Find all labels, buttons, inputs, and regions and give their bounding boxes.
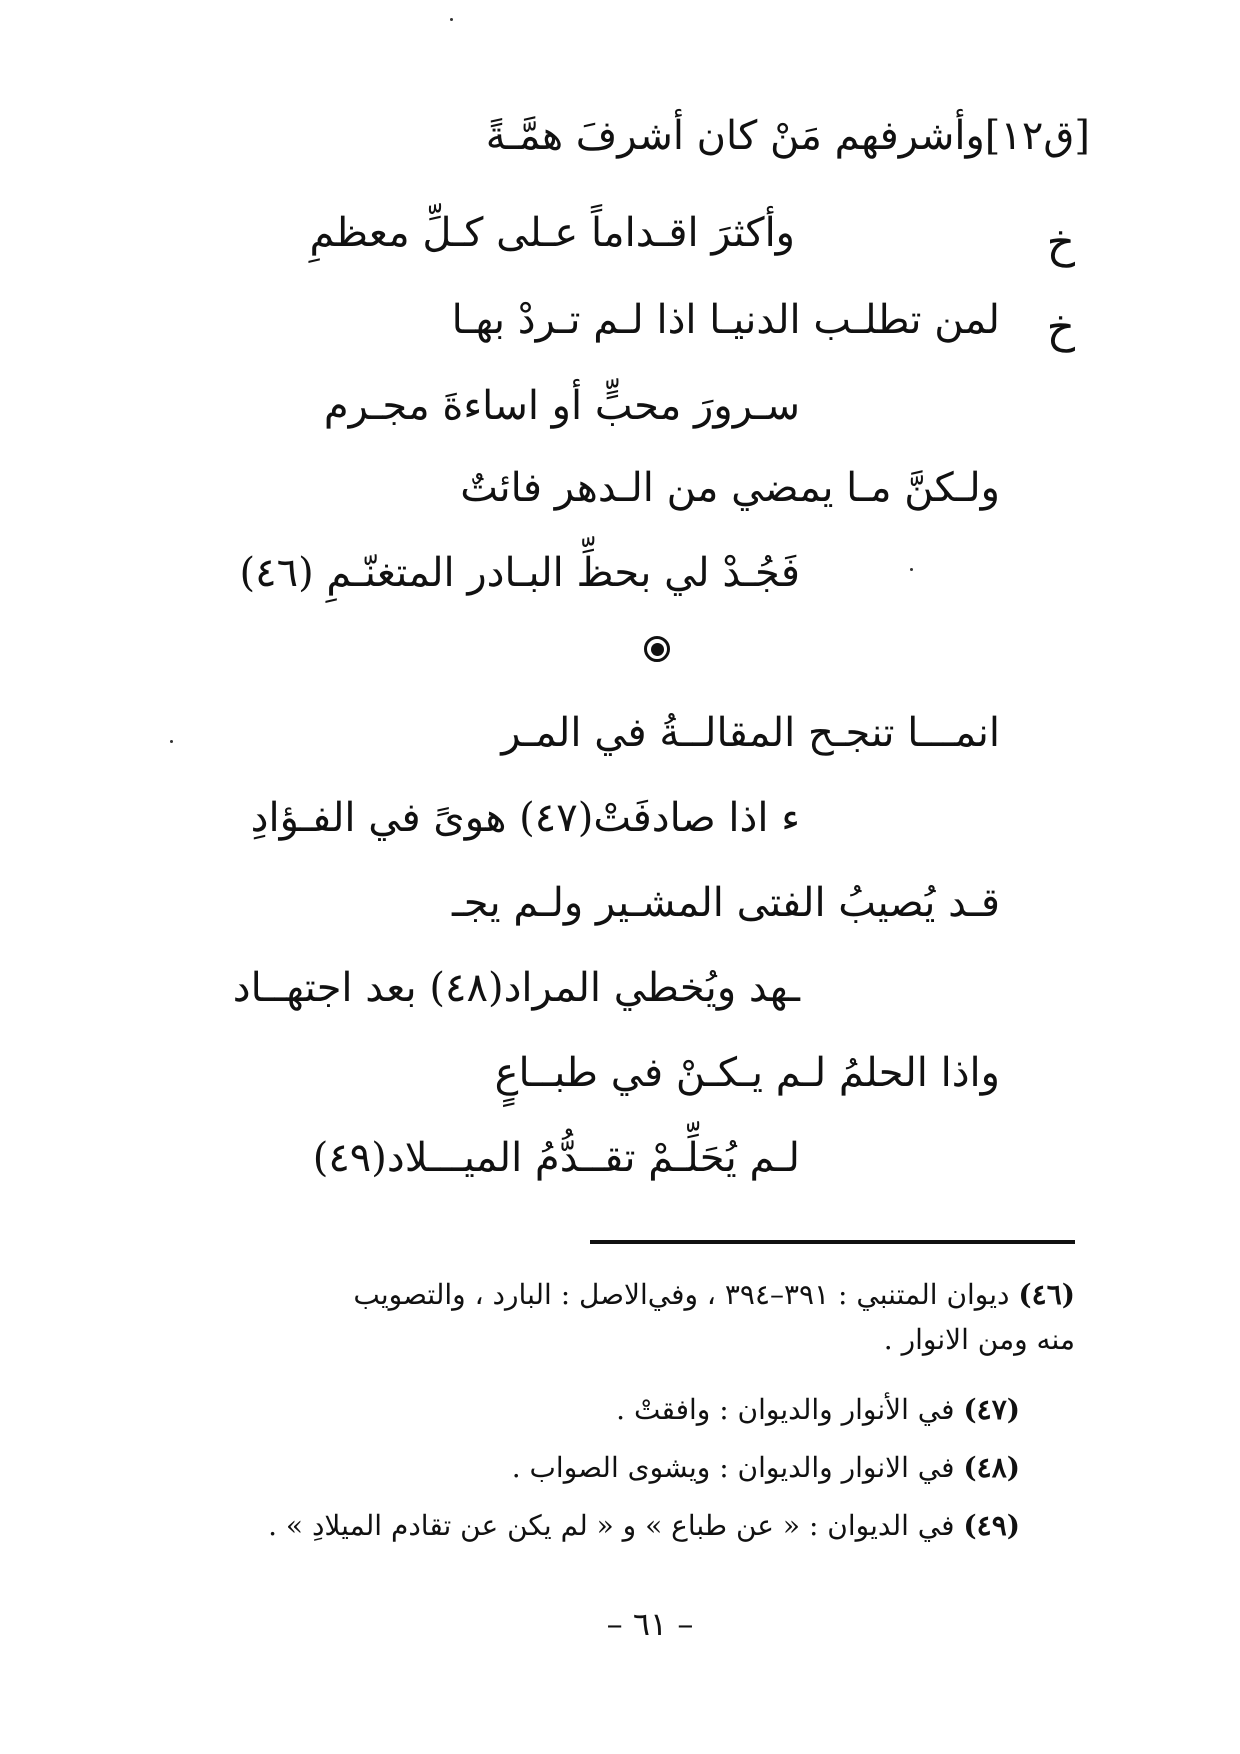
verse-line-6: فَجُـدْ لي بحظِّ البـادر المتغنّـمِ (٤٦) bbox=[239, 550, 800, 596]
footnote-49: (٤٩) في الديوان : « عن طباع » و « لم يكن عن تقادم الميلادِ » . bbox=[268, 1509, 1020, 1542]
verse-line-3: لمن تطلـب الدنيـا اذا لـم تـردْ بهـا bbox=[451, 297, 1000, 343]
scan-speck bbox=[170, 740, 173, 743]
verse-line-10: ـهد ويُخطي المراد(٤٨) بعد اجتهــاد bbox=[232, 965, 800, 1011]
footnote-47: (٤٧) في الأنوار والديوان : وافقتْ . bbox=[616, 1393, 1020, 1426]
verse-line-1: [ق١٢]وأشرفهم مَنْ كان أشرفَ همَّـةً bbox=[485, 113, 1090, 159]
verse-marker-1: خ bbox=[1046, 217, 1075, 268]
verse-line-5: ولـكنَّ مـا يمضي من الـدهر فائتٌ bbox=[460, 465, 1000, 511]
footnote-48: (٤٨) في الانوار والديوان : ويشوى الصواب . bbox=[511, 1451, 1020, 1484]
verse-line-7: انمـــا تنجـح المقالــةُ في المـر bbox=[501, 710, 1000, 756]
section-separator-icon bbox=[644, 636, 670, 662]
footnote-46-continued: منه ومن الانوار . bbox=[883, 1323, 1075, 1356]
verse-line-8: ء اذا صادفَتْ(٤٧) هوىً في الفـؤادِ bbox=[250, 795, 800, 841]
verse-marker-2: خ bbox=[1046, 302, 1075, 353]
footnote-46: (٤٦) ديوان المتنبي : ٣٩١–٣٩٤ ، وفي‌الاصل : البارد ، والتصويب bbox=[353, 1278, 1075, 1311]
scan-speck bbox=[910, 568, 913, 571]
scan-speck bbox=[450, 18, 453, 21]
verse-line-4: سـرورَ محبٍّ أو اساءةَ مجـرم bbox=[323, 383, 800, 429]
verse-line-9: قـد يُصيبُ الفتى المشـير ولـم يجـ bbox=[451, 880, 1000, 926]
verse-line-2: وأكثرَ اقـداماً عـلى كـلِّ معظمِ bbox=[309, 210, 795, 256]
page-number: – ٦١ – bbox=[606, 1605, 694, 1643]
verse-line-12: لـم يُحَلِّـمْ تقــدُّمُ الميـــلاد(٤٩) bbox=[312, 1135, 800, 1181]
footnote-rule bbox=[590, 1240, 1075, 1244]
verse-line-11: واذا الحلمُ لـم يـكـنْ في طبــاعٍ bbox=[494, 1050, 1000, 1096]
